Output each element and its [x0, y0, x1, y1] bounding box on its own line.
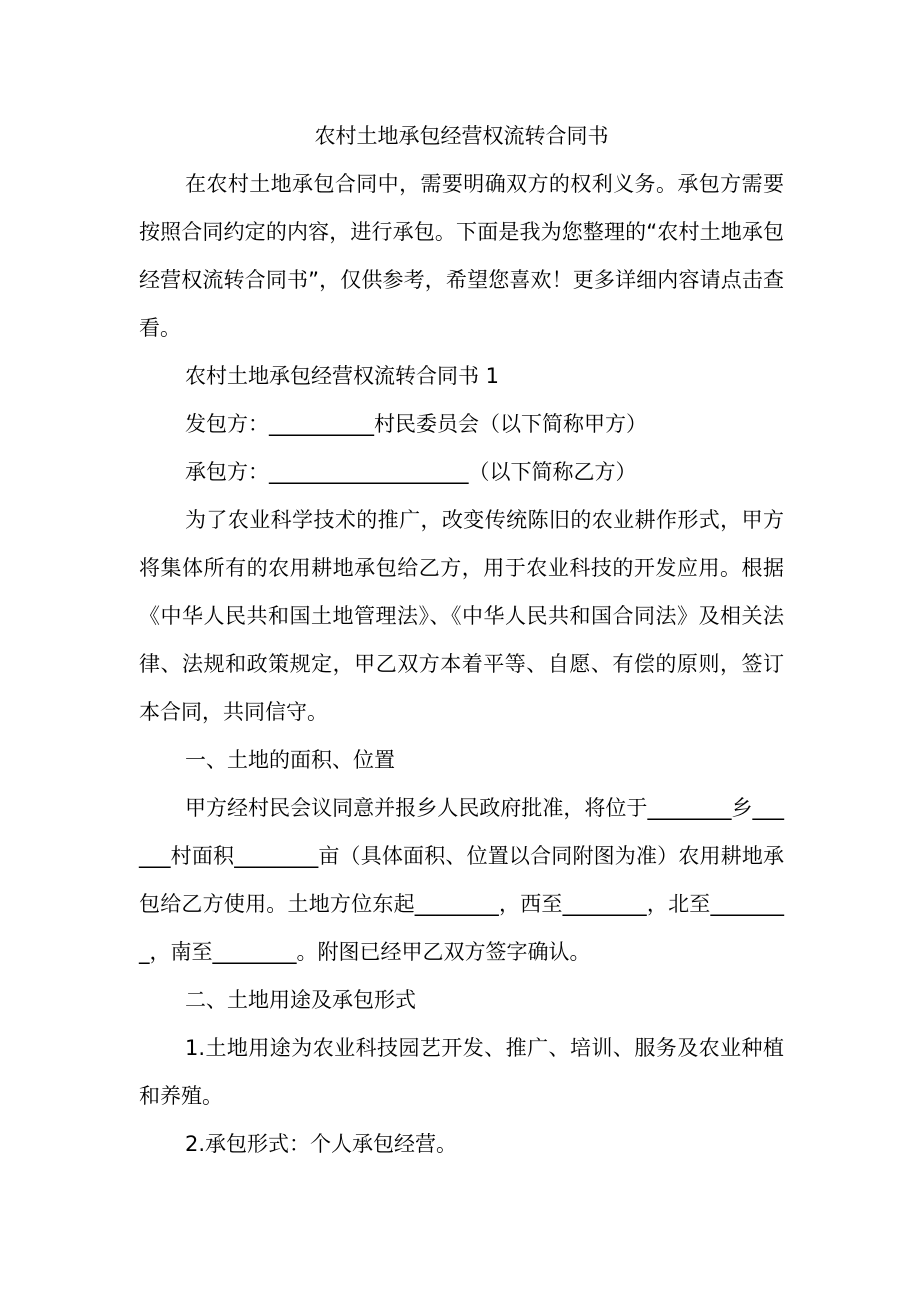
document-title: 农村土地承包经营权流转合同书: [314, 124, 609, 148]
clause1-heading: 一、土地的面积、位置: [185, 748, 395, 772]
clause2-item-1: 1.土地用途为农业科技园艺开发、推广、培训、服务及农业种植和养殖。: [139, 1036, 784, 1108]
section-title: 农村土地承包经营权流转合同书 1: [185, 364, 500, 388]
party-b-line: 承包方：___________________（以下简称乙方）: [185, 460, 637, 484]
party-a-line: 发包方：__________村民委员会（以下简称甲方）: [185, 412, 647, 436]
intro-paragraph: 在农村土地承包合同中，需要明确双方的权利义务。承包方需要按照合同约定的内容，进行承包。下面是我为您整理的“农村土地承包经营权流转合同书”，仅供参考，希望您喜欢！更多详细内容请点击查看。: [139, 172, 784, 340]
clause1-body: 甲方经村民会议同意并报乡人民政府批准，将位于________乡______村面积________亩（具体面积、位置以合同附图为准）农用耕地承包给乙方使用。土地方位东起________，西至________，北至________，南至________。附图已经甲乙双方签字确认。: [139, 796, 784, 964]
clause2-item-2: 2.承包形式：个人承包经营。: [185, 1132, 458, 1156]
clause2-heading: 二、土地用途及承包形式: [185, 988, 416, 1012]
preamble-paragraph: 为了农业科学技术的推广，改变传统陈旧的农业耕作形式，甲方将集体所有的农用耕地承包给乙方，用于农业科技的开发应用。根据《中华人民共和国土地管理法》、《中华人民共和国合同法》及相关法律、法规和政策规定，甲乙双方本着平等、自愿、有偿的原则，签订本合同，共同信守。: [139, 508, 784, 724]
document-page: [139, 112, 784, 1168]
